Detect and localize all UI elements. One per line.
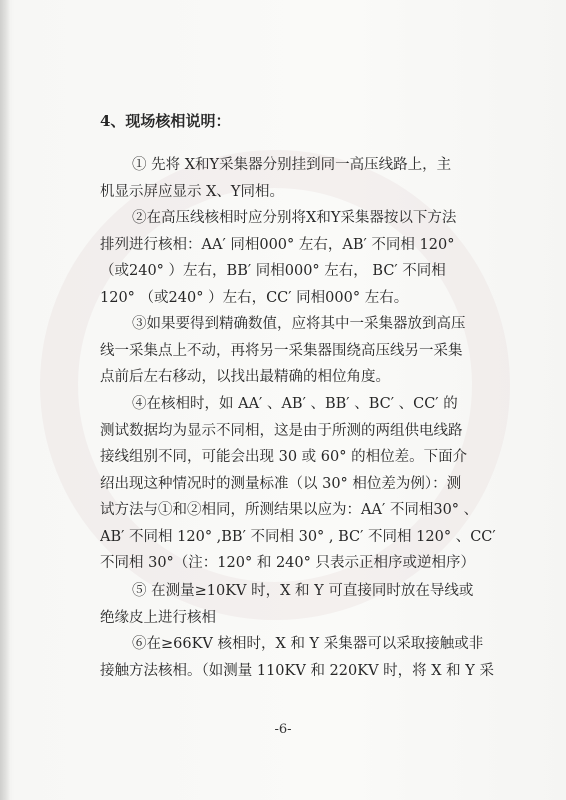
paragraph-line: 接线组别不同，可能会出现 30 或 60° 的相位差。下面介 bbox=[100, 449, 468, 465]
paragraph-line: （或240° ）左右，BB′ 同相000° 左右， BC′ 不同相 bbox=[100, 263, 446, 279]
paragraph-4 bbox=[100, 391, 512, 577]
binding-edge-shadow bbox=[0, 0, 10, 800]
paragraph-line: AB′ 不同相 120° ,BB′ 不同相 30° , BC′ 不同相 120° 、CC′ bbox=[100, 528, 496, 545]
paragraph-line: 点前后左右移动，以找出最精确的相位角度。 bbox=[100, 369, 390, 385]
paragraph-line: ④在核相时，如 AA′ 、AB′ 、BB′ 、BC′ 、CC′ 的 bbox=[132, 396, 458, 412]
paragraph-line: 接触方法核相。（如测量 110KV 和 220KV 时，将 X 和 Y 采 bbox=[100, 662, 494, 679]
paragraph-line: 机显示屏应显示 X、Y同相。 bbox=[100, 183, 285, 200]
paragraph-line: 120° （或240° ）左右，CC′ 同相000° 左右。 bbox=[100, 289, 409, 306]
section-heading: 4、现场核相说明： bbox=[100, 112, 231, 130]
paragraph-line: 排列进行核相：AA′ 同相000° 左右，AB′ 不同相 120° bbox=[100, 236, 455, 253]
paragraph-line: 绝缘皮上进行核相 bbox=[100, 609, 216, 626]
paragraph-line: ③如果要得到精确数值，应将其中一采集器放到高压 bbox=[132, 316, 466, 332]
paragraph-1 bbox=[100, 152, 512, 205]
paragraph-3 bbox=[100, 311, 512, 391]
paragraph-line: 测试数据均为显示不同相，这是由于所测的两组供电线路 bbox=[100, 422, 463, 439]
paragraph-line: ②在高压线核相时应分别将X和Y采集器按以下方法 bbox=[132, 210, 457, 226]
paragraph-line: ⑤ 在测量≥10KV 时，X 和 Y 可直接同时放在导线或 bbox=[132, 583, 474, 599]
page-number: -6- bbox=[274, 722, 292, 737]
paragraph-line: 试方法与①和②相同，所测结果以应为：AA′ 不同相30° 、 bbox=[100, 502, 479, 518]
paragraph-line: 线一采集点上不动，再将另一采集器围绕高压线另一采集 bbox=[100, 342, 463, 359]
paragraph-5 bbox=[100, 578, 512, 631]
paragraph-line: ① 先将 X和Y采集器分别挂到同一高压线路上，主 bbox=[132, 157, 452, 173]
paragraph-6 bbox=[100, 631, 512, 684]
paragraph-line: ⑥在≥66KV 核相时，X 和 Y 采集器可以采取接触或非 bbox=[132, 636, 484, 652]
paragraph-2 bbox=[100, 205, 512, 311]
paragraph-line: 绍出现这种情况时的测量标准（以 30° 相位差为例）：测 bbox=[100, 475, 462, 492]
paragraph-line: 不同相 30°（注：120° 和 240° 只表示正相序或逆相序） bbox=[100, 555, 475, 571]
